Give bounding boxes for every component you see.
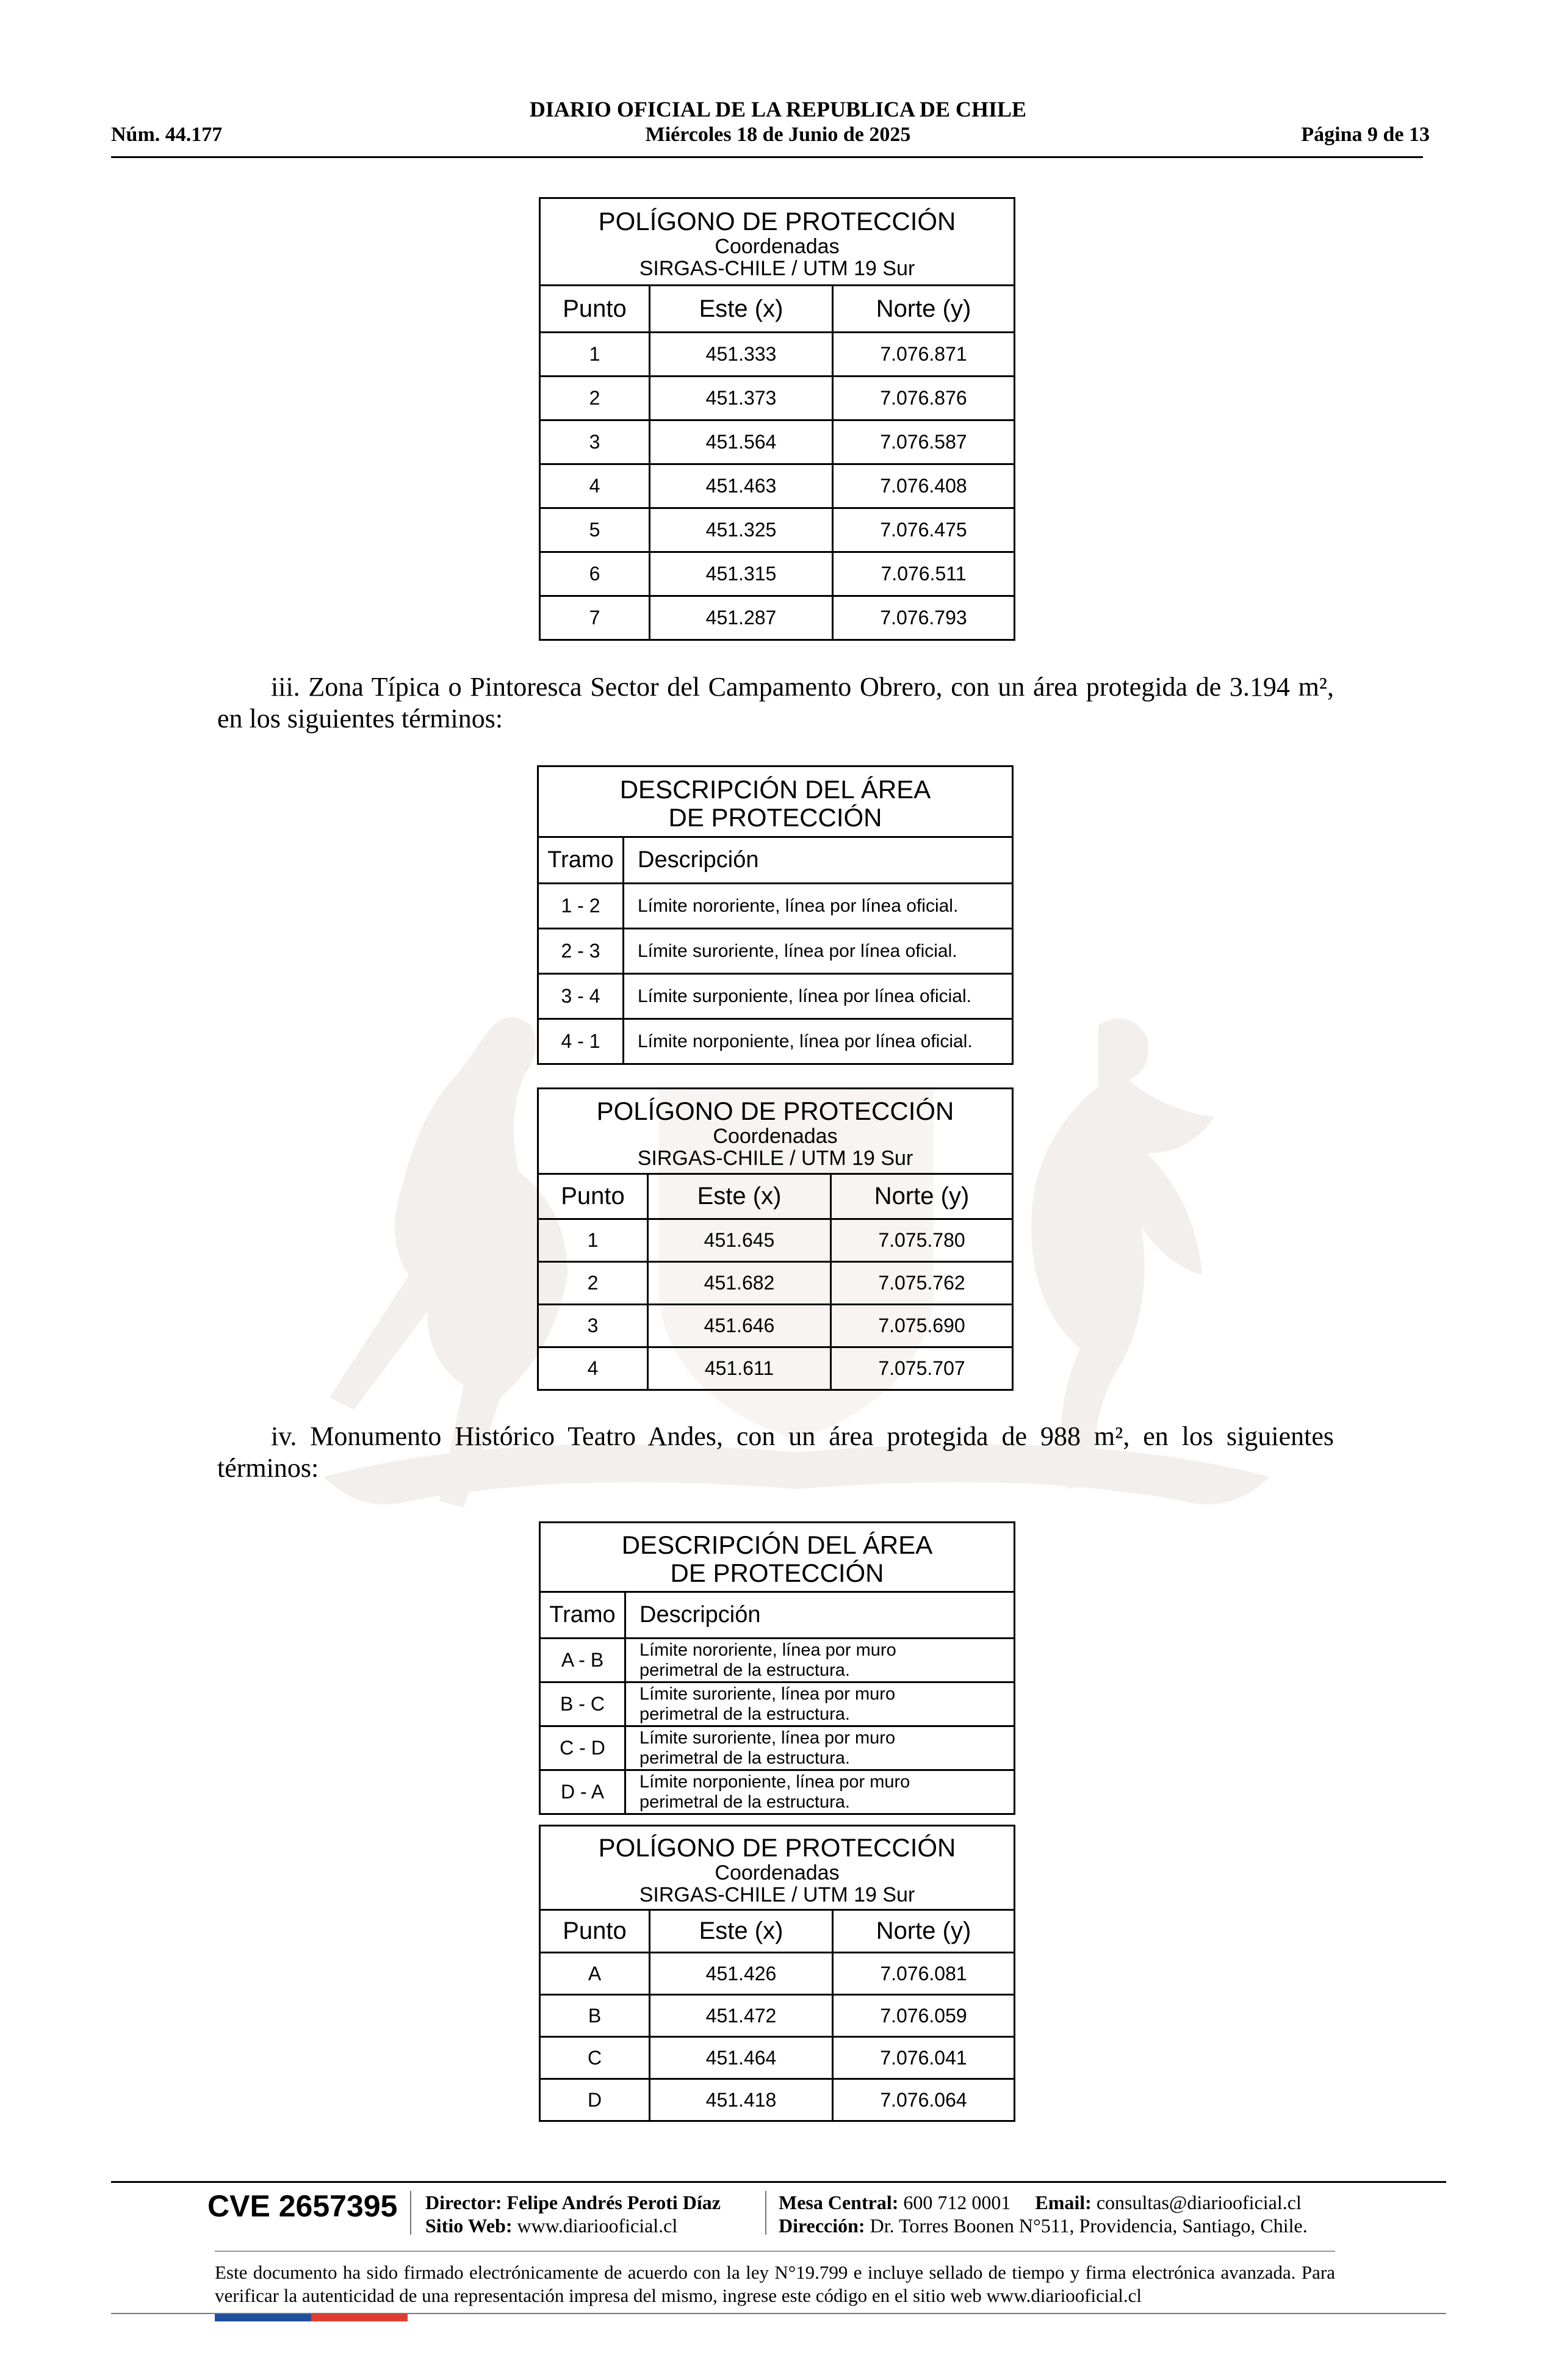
table-cell: Límite nororiente, línea por línea oficial. (624, 884, 1013, 929)
table-cell: 451.564 (650, 420, 833, 464)
paragraph-iv: iv. Monumento Histórico Teatro Andes, con un área protegida de 988 m², en los siguientes términos: (217, 1421, 1334, 1483)
table-row (540, 1726, 1015, 1770)
column-header: Punto (538, 1174, 648, 1219)
table-cell: 7.075.690 (831, 1305, 1013, 1347)
table-cell (625, 1726, 1015, 1770)
table-row (538, 1347, 1013, 1390)
table-row (540, 377, 1015, 420)
table-cell: 7.076.871 (833, 333, 1015, 377)
issue-date: Miércoles 18 de Junio de 2025 (645, 123, 911, 146)
table-poligono-3 (539, 1825, 1015, 2122)
table-cell: 7.076.408 (833, 464, 1015, 508)
table-descripcion-1 (537, 765, 1014, 1065)
header-divider (111, 156, 1423, 158)
column-header: Este (x) (648, 1174, 831, 1219)
website-label: Sitio Web: (425, 2215, 513, 2237)
table-cell: 7.076.081 (833, 1953, 1015, 1995)
table-cell: 4 (540, 464, 650, 508)
footer-separator (765, 2191, 766, 2235)
table-cell: C (540, 2037, 650, 2079)
column-header: Tramo (540, 1592, 625, 1639)
column-header: Descripción (624, 837, 1013, 884)
table-row (540, 333, 1015, 377)
header-title: DIARIO OFICIAL DE LA REPUBLICA DE CHILE (529, 97, 1027, 121)
table-cell: 7.076.064 (833, 2079, 1015, 2121)
table-cell: 7 (540, 596, 650, 640)
table-poligono-1 (539, 197, 1015, 641)
table-row (540, 1995, 1015, 2037)
table-cell: 451.287 (650, 596, 833, 640)
flag-stripe-red (311, 2314, 408, 2321)
table-cell: 5 (540, 508, 650, 552)
description-line: perimetral de la estructura. (639, 1792, 850, 1812)
table-subtitle: Coordenadas (713, 1124, 838, 1148)
description-line: Límite norponiente, línea por muro (639, 1772, 910, 1792)
table-cell: 451.325 (650, 508, 833, 552)
table-row (538, 1262, 1013, 1305)
flag-stripe-blue (215, 2314, 311, 2321)
director-label: Director: (425, 2191, 502, 2213)
table-row (540, 596, 1015, 640)
table-title: POLÍGONO DE PROTECCIÓN (598, 1833, 956, 1862)
table-cell: 1 (538, 1219, 648, 1262)
table-cell: 451.418 (650, 2079, 833, 2121)
table-subtitle: Coordenadas (715, 1861, 840, 1884)
table-cell: 1 (540, 333, 650, 377)
table-row (540, 1953, 1015, 1995)
table-cell: 451.682 (648, 1262, 831, 1305)
website-link[interactable]: www.diariooficial.cl (517, 2215, 678, 2237)
footer-contact (779, 2191, 1302, 2214)
description-line: Límite nororiente, línea por muro (639, 1640, 896, 1660)
table-cell: 451.646 (648, 1305, 831, 1347)
table-row (540, 552, 1015, 596)
table-cell: 3 (540, 420, 650, 464)
column-header: Norte (y) (833, 286, 1015, 333)
table-title-cell (540, 1826, 1015, 1910)
table-cell: 2 - 3 (538, 929, 624, 974)
table-cell (625, 1639, 1015, 1682)
table-title-cell (540, 1523, 1015, 1592)
table-descripcion-2 (539, 1521, 1015, 1815)
table-title-cell (538, 1089, 1013, 1174)
paragraph-iii: iii. Zona Típica o Pintoresca Sector del Campamento Obrero, con un área protegida de 3.194 m², en los siguientes términos: (217, 672, 1334, 734)
footer-director (425, 2191, 721, 2214)
table-cell: 2 (538, 1262, 648, 1305)
table-subtitle: SIRGAS-CHILE / UTM 19 Sur (639, 1883, 915, 1906)
table-title: POLÍGONO DE PROTECCIÓN (596, 1096, 954, 1125)
cve-code: CVE 2657395 (207, 2189, 398, 2223)
table-title-cell (540, 198, 1015, 286)
table-cell: 4 (538, 1347, 648, 1390)
table-cell: 7.076.876 (833, 377, 1015, 420)
column-header: Tramo (538, 837, 624, 884)
table-row (540, 1682, 1015, 1726)
description-line: Límite suroriente, línea por muro (639, 1684, 896, 1704)
table-row (538, 974, 1013, 1019)
table-cell: 451.373 (650, 377, 833, 420)
column-header: Punto (540, 1910, 650, 1953)
table-title: DE PROTECCIÓN (668, 802, 882, 832)
table-cell: 451.333 (650, 333, 833, 377)
table-title: DESCRIPCIÓN DEL ÁREA (619, 774, 931, 804)
footer-separator (410, 2191, 411, 2235)
table-cell: A - B (540, 1639, 625, 1682)
table-row (540, 2037, 1015, 2079)
table-cell: B - C (540, 1682, 625, 1726)
table-cell: 7.076.041 (833, 2037, 1015, 2079)
table-cell: 7.075.707 (831, 1347, 1013, 1390)
footer-address (779, 2214, 1308, 2237)
table-row (538, 1219, 1013, 1262)
footer-divider (111, 2181, 1446, 2183)
table-cell: 451.611 (648, 1347, 831, 1390)
description-line: Límite suroriente, línea por muro (639, 1728, 896, 1748)
mesa-phone: 600 712 0001 (903, 2191, 1011, 2213)
description-line: perimetral de la estructura. (639, 1660, 850, 1680)
table-cell: Límite surponiente, línea por línea oficial. (624, 974, 1013, 1019)
table-row (540, 464, 1015, 508)
table-subtitle: SIRGAS-CHILE / UTM 19 Sur (637, 1146, 913, 1170)
column-header: Este (x) (650, 1910, 833, 1953)
table-cell: 7.076.793 (833, 596, 1015, 640)
column-header: Norte (y) (831, 1174, 1013, 1219)
table-title: POLÍGONO DE PROTECCIÓN (598, 207, 956, 236)
column-header: Punto (540, 286, 650, 333)
table-cell: 7.076.475 (833, 508, 1015, 552)
table-row (540, 2079, 1015, 2121)
footer-thin-divider (215, 2251, 1335, 2252)
table-cell: A (540, 1953, 650, 1995)
address-text: Dr. Torres Boonen N°511, Providencia, Santiago, Chile. (870, 2215, 1308, 2237)
description-line: perimetral de la estructura. (639, 1704, 850, 1724)
table-row (540, 1639, 1015, 1682)
table-row (540, 1770, 1015, 1814)
table-cell: C - D (540, 1726, 625, 1770)
table-cell: 451.464 (650, 2037, 833, 2079)
column-header: Descripción (625, 1592, 1015, 1639)
table-row (538, 929, 1013, 974)
table-cell (625, 1682, 1015, 1726)
email-label: Email: (1035, 2191, 1092, 2213)
table-cell: D - A (540, 1770, 625, 1814)
table-cell: 2 (540, 377, 650, 420)
table-cell: B (540, 1995, 650, 2037)
table-cell: 4 - 1 (538, 1019, 624, 1064)
director-name: Felipe Andrés Peroti Díaz (506, 2191, 721, 2213)
table-cell: 3 - 4 (538, 974, 624, 1019)
table-poligono-2 (537, 1087, 1014, 1391)
table-cell: Límite norponiente, línea por línea oficial. (624, 1019, 1013, 1064)
table-title: DE PROTECCIÓN (670, 1558, 884, 1587)
column-header: Norte (y) (833, 1910, 1015, 1953)
issue-number: Núm. 44.177 (111, 123, 223, 146)
table-cell: 7.076.059 (833, 1995, 1015, 2037)
table-cell: D (540, 2079, 650, 2121)
table-row (538, 884, 1013, 929)
address-label: Dirección: (779, 2215, 865, 2237)
table-cell: 451.472 (650, 1995, 833, 2037)
table-subtitle: SIRGAS-CHILE / UTM 19 Sur (639, 257, 915, 280)
table-row (538, 1019, 1013, 1064)
table-cell: 7.076.587 (833, 420, 1015, 464)
description-line: perimetral de la estructura. (639, 1748, 850, 1768)
table-cell: 451.315 (650, 552, 833, 596)
table-row (538, 1305, 1013, 1347)
table-title: DESCRIPCIÓN DEL ÁREA (621, 1530, 933, 1559)
table-title-cell (538, 766, 1013, 837)
table-cell: 7.075.780 (831, 1219, 1013, 1262)
table-cell: 7.076.511 (833, 552, 1015, 596)
table-subtitle: Coordenadas (715, 235, 840, 258)
table-cell: 1 - 2 (538, 884, 624, 929)
footer-legal-note: Este documento ha sido firmado electrónicamente de acuerdo con la ley N°19.799 e incluye sellado de tiempo y firma electrónica avanzada. Para verificar la autenticidad de una representación impresa del mismo, ingrese este código en el sitio web www.diariooficial.cl (215, 2262, 1335, 2306)
footer-website (425, 2214, 677, 2237)
table-cell: 3 (538, 1305, 648, 1347)
page-number: Página 9 de 13 (1301, 123, 1430, 146)
table-cell: 451.463 (650, 464, 833, 508)
mesa-label: Mesa Central: (779, 2191, 899, 2213)
table-cell: 451.426 (650, 1953, 833, 1995)
column-header: Este (x) (650, 286, 833, 333)
table-cell: 451.645 (648, 1219, 831, 1262)
table-cell (625, 1770, 1015, 1814)
table-cell: 7.075.762 (831, 1262, 1013, 1305)
table-cell: 6 (540, 552, 650, 596)
table-row (540, 508, 1015, 552)
table-cell: Límite suroriente, línea por línea oficial. (624, 929, 1013, 974)
email-link[interactable]: consultas@diariooficial.cl (1096, 2191, 1302, 2213)
table-row (540, 420, 1015, 464)
